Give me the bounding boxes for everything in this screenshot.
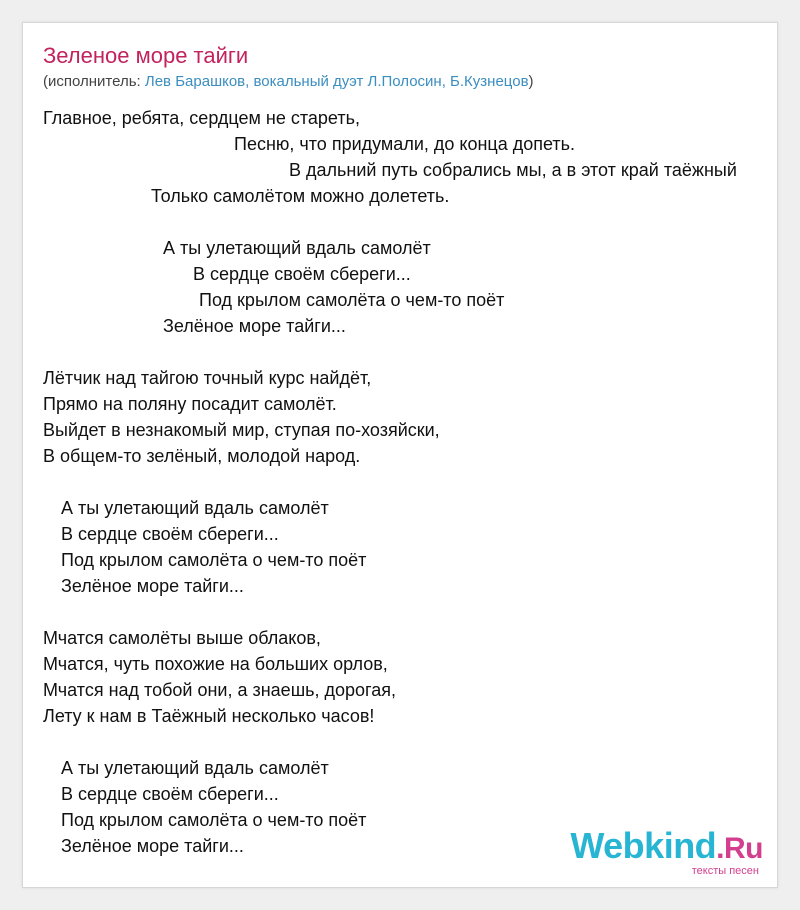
- performer-prefix: (исполнитель:: [43, 73, 145, 90]
- lyric-line: Зелёное море тайги...: [61, 576, 244, 596]
- lyric-line: В сердце своём сбереги...: [61, 524, 279, 544]
- lyric-line: Выйдет в незнакомый мир, ступая по-хозяйски,: [43, 420, 440, 440]
- lyric-line: А ты улетающий вдаль самолёт: [163, 238, 431, 258]
- lyric-line: Под крылом самолёта о чем-то поёт: [61, 810, 367, 830]
- lyric-line: В сердце своём сбереги...: [61, 784, 279, 804]
- song-title: Зеленое море тайги: [43, 43, 249, 68]
- logo-name: Webkind: [570, 825, 717, 866]
- performer-suffix: ): [528, 73, 534, 90]
- lyric-line: В общем-то зелёный, молодой народ.: [43, 446, 361, 466]
- lyric-line: А ты улетающий вдаль самолёт: [61, 498, 329, 518]
- lyric-line: Под крылом самолёта о чем-то поёт: [199, 290, 505, 310]
- lyric-line: Главное, ребята, сердцем не стареть,: [43, 108, 360, 128]
- lyric-line: Прямо на поляну посадит самолёт.: [43, 394, 337, 414]
- lyric-line: Мчатся над тобой они, а знаешь, дорогая,: [43, 680, 396, 700]
- lyric-line: Лету к нам в Таёжный несколько часов!: [43, 706, 375, 726]
- lyric-line: Лётчик над тайгою точный курс найдёт,: [43, 368, 372, 388]
- lyric-line: В дальний путь собрались мы, а в этот край таёжный: [289, 160, 737, 180]
- song-performer-line: [43, 73, 534, 90]
- logo-tagline: тексты песен: [691, 865, 759, 877]
- lyric-line: Зелёное море тайги...: [163, 316, 346, 336]
- performer-link[interactable]: Лев Барашков, вокальный дуэт Л.Полосин, Б.Кузнецов: [144, 73, 529, 90]
- lyric-line: Мчатся самолёты выше облаков,: [43, 628, 321, 648]
- site-logo[interactable]: [570, 825, 763, 877]
- lyric-line: Мчатся, чуть похожие на больших орлов,: [43, 654, 388, 674]
- lyric-line: Песню, что придумали, до конца допеть.: [234, 134, 576, 154]
- lyrics-card: [22, 22, 778, 888]
- lyric-line: В сердце своём сбереги...: [193, 264, 411, 284]
- lyric-line: Под крылом самолёта о чем-то поёт: [61, 550, 367, 570]
- lyric-line: Только самолётом можно долететь.: [151, 186, 450, 206]
- lyric-line: Зелёное море тайги...: [61, 836, 244, 856]
- logo-tld: .Ru: [716, 832, 763, 865]
- logo-wordmark: [570, 825, 763, 867]
- lyric-line: А ты улетающий вдаль самолёт: [61, 758, 329, 778]
